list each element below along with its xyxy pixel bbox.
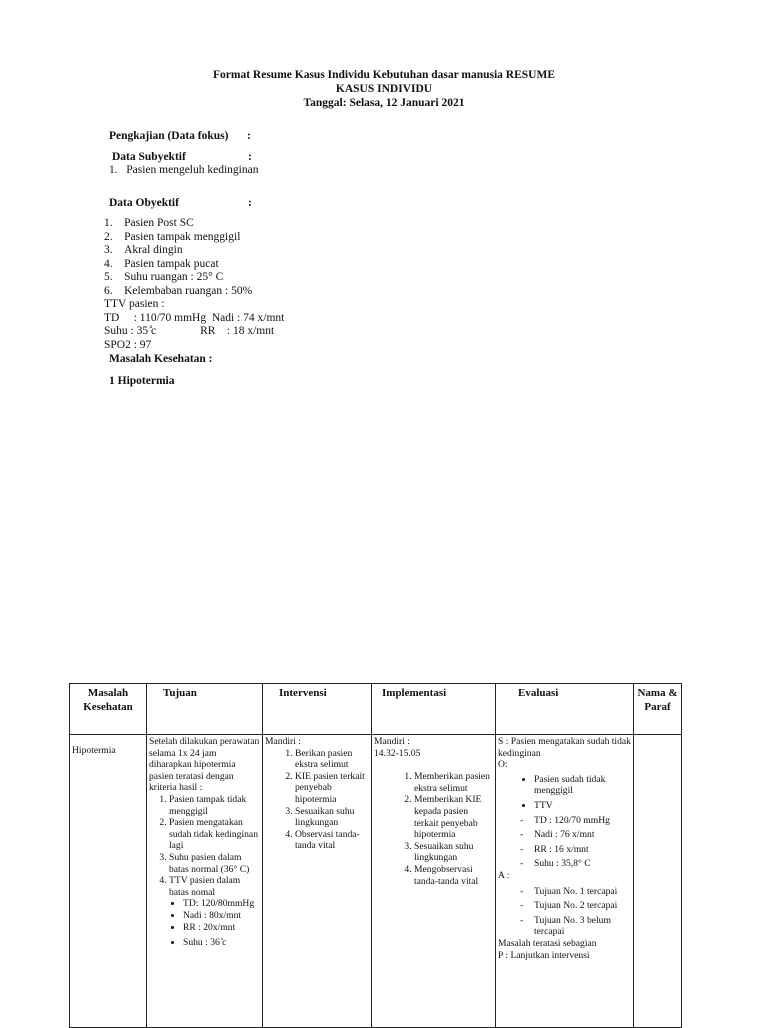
- subjective-item-text: Pasien mengeluh kedinginan: [126, 164, 259, 176]
- evaluasi-objective-vitals: [498, 815, 631, 870]
- evaluasi-plan: P : Lanjutkan intervensi: [498, 949, 590, 961]
- implementasi-time: 14.32-15.05: [374, 747, 421, 759]
- list-item: 4. Observasi tanda-tanda vital: [295, 829, 369, 852]
- list-item: 3. Sesuaikan suhu lingkungan: [414, 841, 493, 864]
- objective-item: 2. Pasien tampak menggigil: [104, 230, 241, 243]
- evaluasi-assessment-label: A :: [498, 869, 510, 881]
- tujuan-intro: Setelah dilakukan perawatan selama 1x 24 jam diharapkan hipotermia pasien teratasi dengan kriteria hasil :: [149, 736, 260, 794]
- objective-list: [104, 217, 284, 352]
- tujuan-list: [149, 794, 260, 949]
- header-masalah: Masalah Kesehatan: [70, 684, 147, 735]
- table-header-row: [70, 684, 682, 735]
- list-item: - Nadi : 76 x/mnt: [534, 829, 631, 841]
- implementasi-intro: Mandiri :: [374, 736, 410, 747]
- title-line-1: Format Resume Kasus Individu Kebutuhan dasar manusia RESUME: [213, 69, 555, 81]
- pengkajian-label: Pengkajian (Data fokus): [109, 130, 229, 142]
- evaluasi-objective-bullets: [498, 774, 631, 812]
- list-item: • TTV: [534, 800, 631, 812]
- header-evaluasi: Evaluasi: [496, 684, 634, 735]
- objective-item: 4. Pasien tampak pucat: [104, 257, 219, 270]
- document-title: [0, 68, 768, 110]
- tujuan-vitals-list: [169, 898, 260, 948]
- list-item: • TD: 120/80mmHg: [183, 898, 260, 910]
- list-item: 1. Pasien tampak tidak menggigil: [169, 794, 260, 817]
- ttv-line-2: Suhu : 35 ̊c RR : 18 x/mnt: [104, 325, 275, 337]
- cell-evaluasi: [496, 735, 634, 1028]
- header-implementasi: Implementasi: [372, 684, 496, 735]
- care-plan-table: [69, 683, 682, 1028]
- header-nama-paraf: Nama & Paraf: [634, 684, 682, 735]
- ttv-label: TTV pasien :: [104, 298, 165, 310]
- evaluasi-problem-status: Masalah teratasi sebagian: [498, 937, 597, 949]
- problem-item: 1 Hipotermia: [109, 375, 175, 387]
- list-item: - Suhu : 35,8° C: [534, 858, 631, 870]
- title-line-2: KASUS INDIVIDU: [335, 83, 433, 95]
- evaluasi-assessment-list: [498, 886, 631, 938]
- list-item: 1. Berikan pasien ekstra selimut: [295, 748, 369, 771]
- list-item: 4. TTV pasien dalam batas nomal • TD: 120/80mmHg • Nadi : 80x/mnt • RR : 20x/mnt • Suhu : 36 ̊c: [169, 875, 260, 949]
- list-item: 2. KIE pasien terkait penyebab hipotermia: [295, 771, 369, 806]
- list-item: - TD : 120/70 mmHg: [534, 815, 631, 827]
- evaluasi-objective-label: O:: [498, 759, 508, 771]
- list-item: 1. Memberikan pasien ekstra selimut: [414, 771, 493, 794]
- header-tujuan: Tujuan: [147, 684, 263, 735]
- list-item: 4. Mengobservasi tanda-tanda vital: [414, 864, 493, 887]
- list-item: • RR : 20x/mnt: [183, 922, 260, 934]
- ttv-line-3: SPO2 : 97: [104, 338, 152, 351]
- cell-masalah: Hipotermia: [70, 735, 147, 1028]
- intervensi-list: [265, 748, 369, 852]
- list-item: • Nadi : 80x/mnt: [183, 910, 260, 922]
- header-intervensi: Intervensi: [263, 684, 372, 735]
- list-item: 3. Suhu pasien dalam batas normal (36° C): [169, 852, 260, 875]
- list-item: - RR : 16 x/mnt: [534, 844, 631, 856]
- implementasi-list: [374, 771, 493, 887]
- title-line-3: Tanggal: Selasa, 12 Januari 2021: [303, 97, 465, 109]
- ttv-line-1: TD : 110/70 mmHg Nadi : 74 x/mnt: [104, 311, 285, 324]
- pengkajian-colon: :: [247, 130, 251, 142]
- list-item: 2. Memberikan KIE kepada pasien terkait penyebab hipotermia: [414, 794, 493, 840]
- list-item: 3. Sesuaikan suhu lingkungan: [295, 806, 369, 829]
- list-item: 2. Pasien mengatakan sudah tidak kedinginan lagi: [169, 817, 260, 852]
- objective-item: 6. Kelembaban ruangan : 50%: [104, 284, 253, 297]
- subjective-item: 1. Pasien mengeluh kedinginan: [109, 164, 259, 176]
- objective-item: 1. Pasien Post SC: [104, 217, 194, 229]
- table-row: [70, 735, 682, 1028]
- cell-tujuan: [147, 735, 263, 1028]
- cell-intervensi: [263, 735, 372, 1028]
- cell-nama-paraf: [634, 735, 682, 1028]
- list-item: - Tujuan No. 3 belum tercapai: [534, 915, 631, 938]
- objective-item: 5. Suhu ruangan : 25° C: [104, 271, 224, 283]
- evaluasi-subjective: S : Pasien mengatakan sudah tidak kedinginan: [498, 736, 631, 759]
- cell-implementasi: [372, 735, 496, 1028]
- subjective-heading: Data Subyektif: [112, 151, 186, 163]
- objective-colon: :: [248, 197, 252, 209]
- problem-heading: Masalah Kesehatan :: [109, 353, 213, 365]
- pengkajian-heading: [109, 130, 228, 142]
- intervensi-intro: Mandiri :: [265, 736, 301, 747]
- list-item: • Pasien sudah tidak menggigil: [534, 774, 631, 797]
- list-item: • Suhu : 36 ̊c: [183, 937, 260, 949]
- subjective-colon: :: [248, 151, 252, 163]
- objective-heading: Data Obyektif: [109, 197, 179, 209]
- list-item: - Tujuan No. 2 tercapai: [534, 900, 631, 912]
- objective-item: 3. Akral dingin: [104, 244, 183, 256]
- list-item: - Tujuan No. 1 tercapai: [534, 886, 631, 898]
